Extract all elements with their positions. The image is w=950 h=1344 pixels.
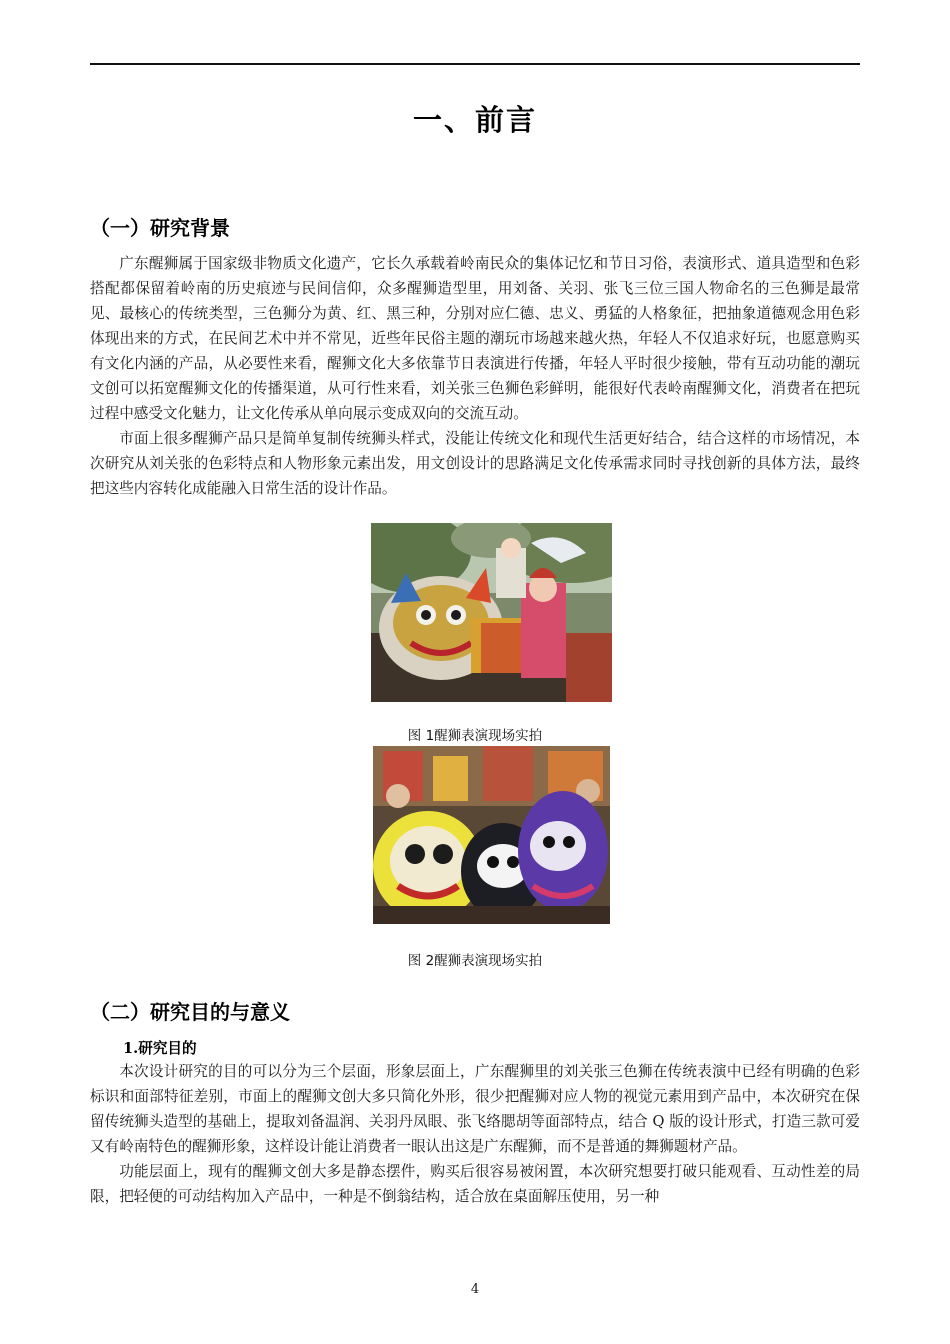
section-heading-background: （一）研究背景: [90, 216, 230, 240]
paragraph: 功能层面上，现有的醒狮文创大多是静态摆件，购买后很容易被闲置，本次研究想要打破只能观看、互动性差的局限，把轻便的可动结构加入产品中，一种是不倒翁结构，适合放在桌面解压使用，另一种: [90, 1163, 860, 1205]
figure-1-caption: 图 1醒狮表演现场实拍: [407, 728, 543, 744]
figure-2-photo: [373, 746, 610, 924]
figure-2-caption: 图 2醒狮表演现场实拍: [407, 953, 543, 969]
background-text: [90, 251, 860, 501]
section-heading-purpose: （二）研究目的与意义: [90, 1000, 290, 1024]
page-number: 4: [470, 1282, 480, 1297]
paragraph: 市面上很多醒狮产品只是简单复制传统狮头样式，没能让传统文化和现代生活更好结合，结合这样的市场情况，本次研究从刘关张的色彩特点和人物形象元素出发，用文创设计的思路满足文化传承需求同时寻找创新的具体方法，最终把这些内容转化成能融入日常生活的设计作品。: [90, 430, 860, 497]
figure-1-photo: [371, 523, 612, 702]
paragraph: 本次设计研究的目的可以分为三个层面，形象层面上，广东醒狮里的刘关张三色狮在传统表演中已经有明确的色彩标识和面部特征差别，市面上的醒狮文创大多只简化外形，很少把醒狮对应人物的视觉元素用到产品中，本次研究在保留传统狮头造型的基础上，提取刘备温润、关羽丹凤眼、张飞络腮胡等面部特点，结合 Q 版的设计形式，打造三款可爱又有岭南特色的醒狮形象，这样设计能让消费者一眼认出这是广东醒狮，而不是普通的舞狮题材产品。: [90, 1063, 860, 1155]
header-rule: [90, 63, 860, 65]
lion-heads-image: [373, 746, 610, 924]
purpose-text: [90, 1059, 860, 1209]
paragraph: 广东醒狮属于国家级非物质文化遗产，它长久承载着岭南民众的集体记忆和节日习俗，表演形式、道具造型和色彩搭配都保留着岭南的历史痕迹与民间信仰，众多醒狮造型里，用刘备、关羽、张飞三位三国人物命名的三色狮是最常见、最核心的传统类型，三色狮分为黄、红、黑三种，分别对应仁德、忠义、勇猛的人格象征，把抽象道德观念用色彩体现出来的方式，在民间艺术中并不常见，近些年民俗主题的潮玩市场越来越火热，年轻人不仅追求好玩，也愿意购买有文化内涵的产品，从必要性来看，醒狮文化大多依靠节日表演进行传播，年轻人平时很少接触，带有互动功能的潮玩文创可以拓宽醒狮文化的传播渠道，从可行性来看，刘关张三色狮色彩鲜明，能很好代表岭南醒狮文化，消费者在把玩过程中感受文化魅力，让文化传承从单向展示变成双向的交流互动。: [90, 255, 860, 422]
subheading-research-purpose: 1.研究目的: [123, 1040, 197, 1057]
chapter-title: 一、前言: [412, 103, 537, 137]
lion-dance-parade-image: [371, 523, 612, 702]
